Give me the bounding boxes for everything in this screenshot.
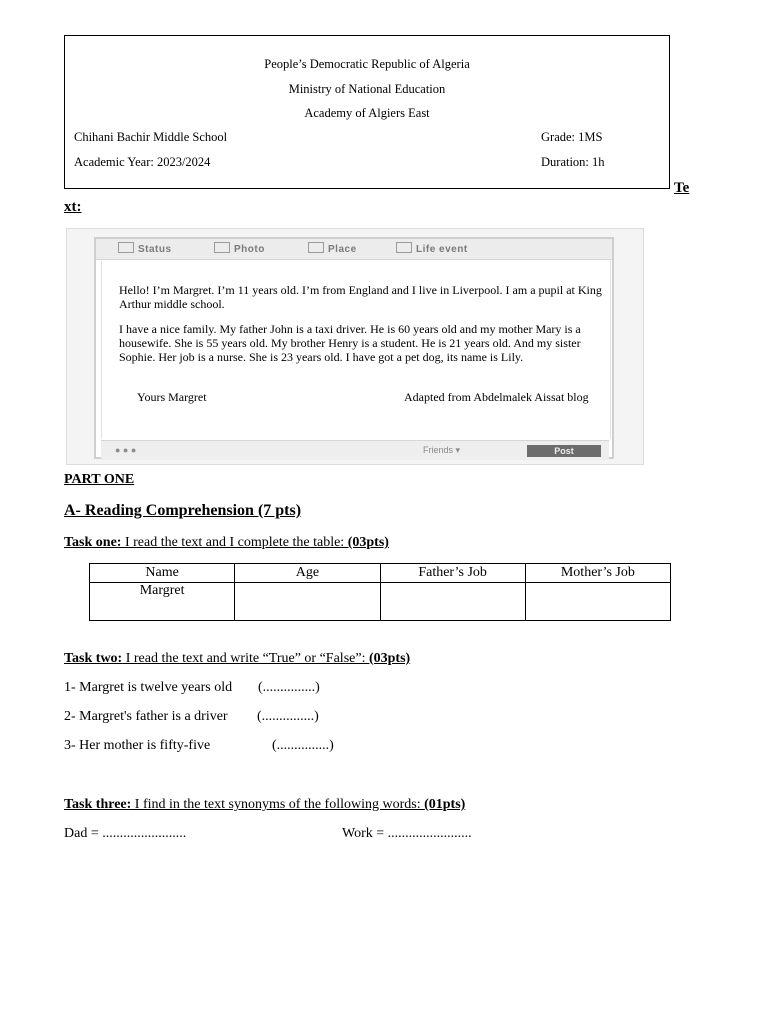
tag-icon: ● ● ● — [115, 445, 137, 455]
life-event-icon — [396, 242, 412, 253]
academic-year: Academic Year: 2023/2024 — [74, 155, 211, 169]
post-button: Post — [527, 445, 601, 457]
post-paragraph-2: I have a nice family. My father John is a taxi driver. He is 60 years old and my mother Mary is a housewife. She is 55 years old. My brother Henry is a student. He is 21 years old. And my sister Sophie. Her job is a nurse. She is 23 years old. I have got a pet dog, its name is Lily. — [119, 322, 581, 364]
statement-1: 1- Margret is twelve years old — [64, 680, 233, 695]
photo-icon — [214, 242, 230, 253]
header-father-job: Father’s Job — [380, 564, 525, 583]
task-one-label: Task one: — [64, 535, 122, 550]
task-one-points: (03pts) — [347, 535, 389, 550]
cell-mother-job — [525, 583, 670, 621]
task-three-instruction — [64, 797, 465, 813]
task-three-points: (01pts) — [424, 797, 466, 812]
info-table — [89, 563, 671, 621]
blog-post-tabs — [96, 239, 612, 260]
task-three-label: Task three: — [64, 797, 132, 812]
post-source: Adapted from Abdelmalek Aissat blog — [404, 390, 589, 404]
task-two-points: (03pts) — [368, 651, 411, 666]
statement-2-blank[interactable]: (...............) — [257, 709, 319, 724]
header-name: Name — [90, 564, 235, 583]
academy-name: Academy of Algiers East — [304, 106, 430, 120]
header-age: Age — [235, 564, 380, 583]
tab-status: Status — [118, 242, 172, 255]
post-signature: Yours Margret — [137, 390, 207, 404]
synonym-dad[interactable]: Dad = ........................ — [64, 826, 187, 841]
school-name: Chihani Bachir Middle School — [74, 130, 228, 144]
blog-post-footer — [101, 440, 609, 460]
chevron-down-icon: ▾ — [455, 445, 461, 455]
place-icon — [308, 242, 324, 253]
tab-life-event: Life event — [396, 242, 468, 255]
text-label-part1: Te — [674, 180, 690, 196]
cell-father-job — [380, 583, 525, 621]
statement-3-blank[interactable]: (...............) — [272, 738, 334, 753]
ministry-name: Ministry of National Education — [288, 82, 446, 96]
task-one-text: I read the text and I complete the table: — [121, 535, 348, 550]
statement-2: 2- Margret's father is a driver — [64, 709, 228, 724]
table-header-row — [90, 564, 671, 583]
text-label-part2: xt: — [64, 199, 82, 215]
country-name: People’s Democratic Republic of Algeria — [264, 57, 470, 71]
task-two-label: Task two: — [64, 651, 123, 666]
task-one-instruction — [64, 535, 389, 551]
task-three-text: I find in the text synonyms of the following words: — [131, 797, 425, 812]
audience-label: Friends — [423, 445, 454, 455]
duration-label: Duration: 1h — [541, 155, 605, 169]
tab-place: Place — [308, 242, 357, 255]
synonym-work[interactable]: Work = ........................ — [342, 826, 472, 841]
task-two-text: I read the text and write “True” or “False”: — [122, 651, 369, 666]
header-box — [64, 35, 670, 189]
status-icon — [118, 242, 134, 253]
part-one-heading: PART ONE — [64, 472, 135, 487]
table-row — [90, 583, 671, 621]
tab-photo: Photo — [214, 242, 265, 255]
post-paragraph-1: Hello! I’m Margret. I’m 11 years old. I’m from England and I live in Liverpool. I am a pupil at King Arthur middle school. — [119, 283, 602, 311]
section-a-heading: A- Reading Comprehension (7 pts) — [64, 502, 302, 519]
grade-label: Grade: 1MS — [541, 130, 603, 144]
cell-name: Margret — [90, 583, 235, 621]
header-mother-job: Mother’s Job — [525, 564, 670, 583]
task-two-instruction — [64, 651, 410, 667]
statement-1-blank[interactable]: (...............) — [258, 680, 320, 695]
cell-age — [235, 583, 380, 621]
statement-3: 3- Her mother is fifty-five — [64, 738, 211, 753]
audience-select — [423, 445, 460, 456]
